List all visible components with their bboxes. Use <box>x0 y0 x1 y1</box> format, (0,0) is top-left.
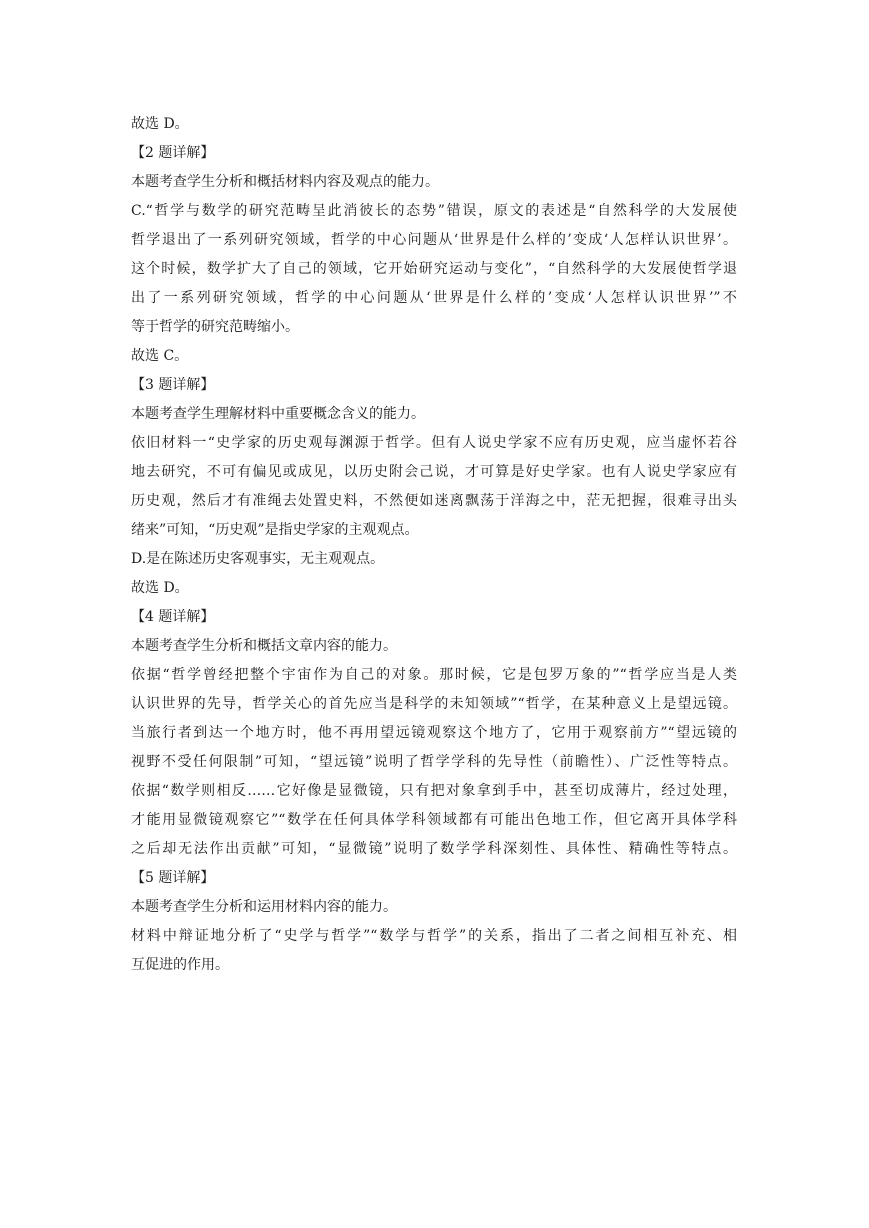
paragraph-line: 材料中辩证地分析了“史学与哲学”“数学与哲学”的关系，指出了二者之间相互补充、相 <box>131 928 737 944</box>
paragraph-line: 依旧材料一“史学家的历史观每渊源于哲学。但有人说史学家不应有历史观，应当虚怀若谷 <box>131 435 737 451</box>
answer-line: 故选 D。 <box>131 116 189 132</box>
paragraph-line: 本题考查学生理解材料中重要概念含义的能力。 <box>131 406 425 422</box>
answer-line: 故选 C。 <box>131 348 189 364</box>
paragraph-line: 本题考查学生分析和运用材料内容的能力。 <box>131 899 397 915</box>
answer-line: 故选 D。 <box>131 580 189 596</box>
paragraph-line: 本题考查学生分析和概括文章内容的能力。 <box>131 638 397 654</box>
paragraph-line: C.“哲学与数学的研究范畴呈此消彼长的态势”错误，原文的表述是“自然科学的大发展使 <box>131 203 737 219</box>
paragraph-line: 当旅行者到达一个地方时，他不再用望远镜观察这个地方了，它用于观察前方”“望远镜的 <box>131 725 737 741</box>
section-heading: 【4 题详解】 <box>131 609 215 625</box>
section-heading: 【3 题详解】 <box>131 377 215 393</box>
paragraph-line: 之后却无法作出贡献”可知，“显微镜”说明了数学学科深刻性、具体性、精确性等特点。 <box>131 841 737 857</box>
paragraph-line: 绪来”可知，“历史观”是指史学家的主观观点。 <box>131 522 419 538</box>
paragraph-line: 依据“哲学曾经把整个宇宙作为自己的对象。那时候，它是包罗万象的”“哲学应当是人类 <box>131 667 737 683</box>
paragraph-line: 才能用显微镜观察它”“数学在任何具体学科领域都有可能出色地工作，但它离开具体学科 <box>131 812 737 828</box>
paragraph-line: 依据“数学则相反……它好像是显微镜，只有把对象拿到手中，甚至切成薄片，经过处理， <box>131 783 737 799</box>
paragraph-line: 地去研究，不可有偏见或成见，以历史附会己说，才可算是好史学家。也有人说史学家应有 <box>131 464 737 480</box>
answer-explanation-text <box>131 110 737 980</box>
paragraph-line: 互促进的作用。 <box>131 957 229 973</box>
paragraph-line: 这个时候，数学扩大了自己的领域，它开始研究运动与变化”，“自然科学的大发展使哲学退 <box>131 261 737 277</box>
paragraph-line: 哲学退出了一系列研究领域，哲学的中心问题从‘世界是什么样的’变成‘人怎样认识世界’。 <box>131 232 737 248</box>
paragraph-line: 历史观，然后才有准绳去处置史料，不然便如迷离飘荡于洋海之中，茫无把握，很难寻出头 <box>131 493 737 509</box>
section-heading: 【5 题详解】 <box>131 870 215 886</box>
paragraph-line: 认识世界的先导，哲学关心的首先应当是科学的未知领域”“哲学，在某种意义上是望远镜。 <box>131 696 737 712</box>
paragraph-line: 本题考查学生分析和概括材料内容及观点的能力。 <box>131 174 439 190</box>
paragraph-line: 等于哲学的研究范畴缩小。 <box>131 319 299 335</box>
paragraph-line: 出了一系列研究领域，哲学的中心问题从‘世界是什么样的’变成‘人怎样认识世界’”不 <box>131 290 737 306</box>
paragraph-line: D.是在陈述历史客观事实，无主观观点。 <box>131 551 385 567</box>
paragraph-line: 视野不受任何限制”可知，“望远镜”说明了哲学学科的先导性（前瞻性）、广泛性等特点。 <box>131 754 737 770</box>
section-heading: 【2 题详解】 <box>131 145 215 161</box>
